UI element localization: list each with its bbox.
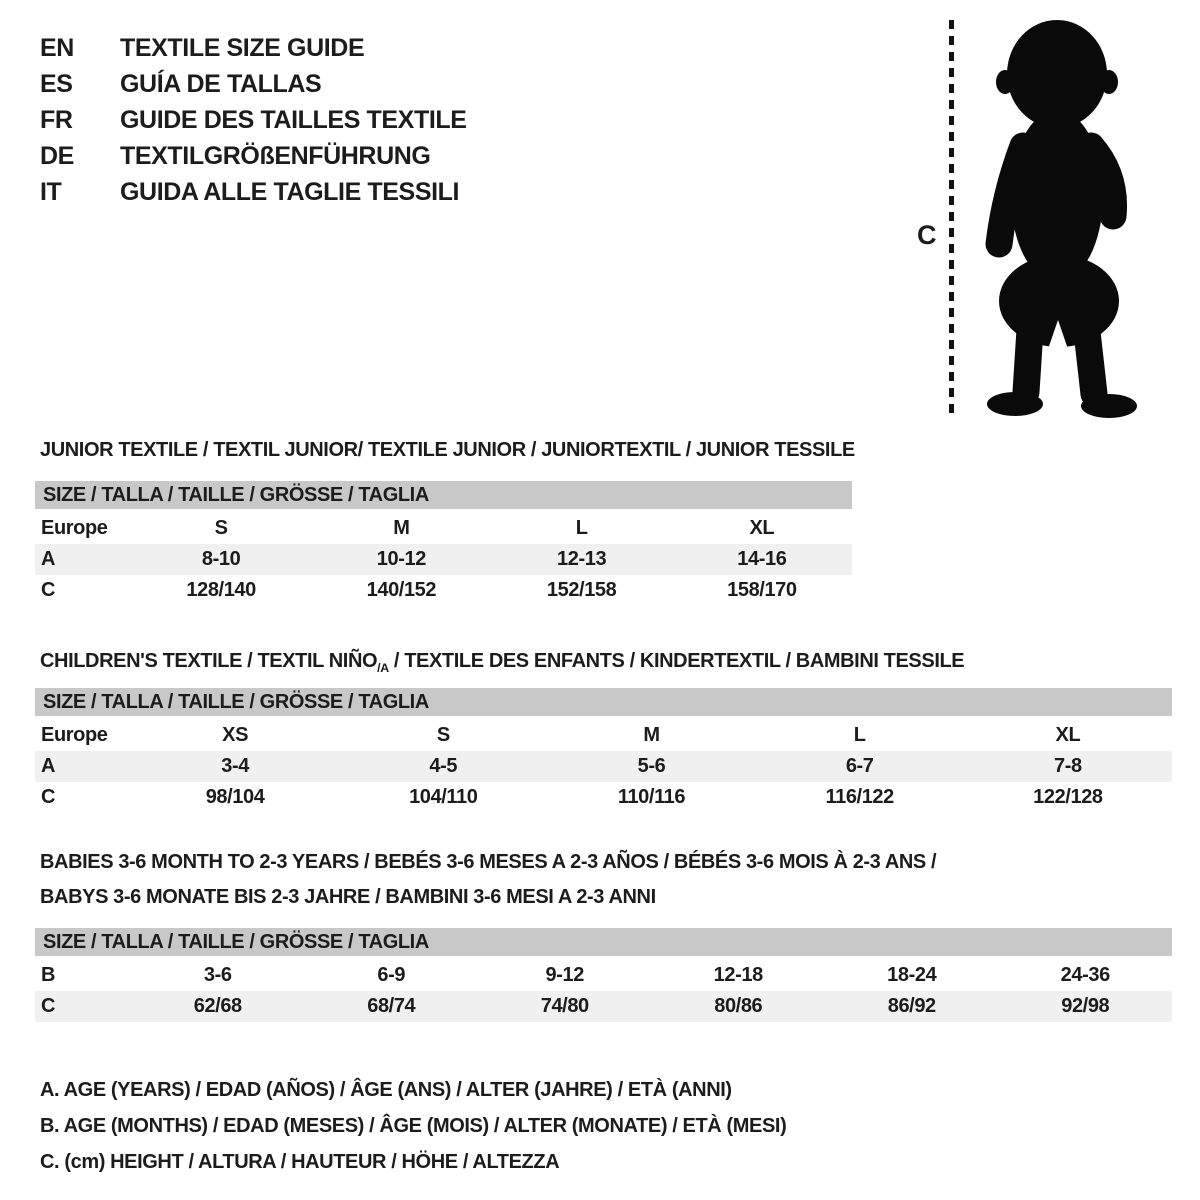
table-cell: 122/128 <box>1033 786 1103 808</box>
babies-size-table <box>35 928 1172 1022</box>
table-cell: 98/104 <box>205 786 265 808</box>
table-cell: 8-10 <box>201 548 241 570</box>
footnote-a: A. AGE (YEARS) / EDAD (AÑOS) / ÂGE (ANS) / ALTER (JAHRE) / ETÀ (ANNI) <box>40 1079 732 1101</box>
row-label: Europe <box>41 724 108 746</box>
height-measurement-figure <box>905 12 1165 424</box>
table-row <box>35 991 1172 1022</box>
table-cell: 152/158 <box>546 579 617 601</box>
language-code: EN <box>40 33 74 62</box>
language-row-it <box>40 174 467 210</box>
table-cell: 128/140 <box>186 579 256 601</box>
footnotes <box>40 1072 786 1180</box>
guide-title-de: TEXTILGRÖßENFÜHRUNG <box>120 141 431 170</box>
children-title-sub: /A <box>377 661 389 675</box>
table-row <box>35 960 1172 991</box>
row-label: Europe <box>41 517 108 539</box>
table-cell: 24-36 <box>1060 964 1110 986</box>
table-row <box>35 782 1172 813</box>
row-label: C <box>41 786 56 808</box>
table-cell: 7-8 <box>1054 755 1082 777</box>
babies-section-title <box>40 845 936 915</box>
table-row <box>35 544 852 575</box>
table-cell: 9-12 <box>545 964 584 986</box>
children-title-main: CHILDREN'S TEXTILE / TEXTIL NIÑO <box>40 650 378 672</box>
table-row <box>35 751 1172 782</box>
table-cell: 3-6 <box>203 964 232 986</box>
table-cell: M <box>643 724 660 746</box>
guide-title-it: GUIDA ALLE TAGLIE TESSILI <box>120 177 460 206</box>
language-code: ES <box>40 69 73 98</box>
language-code: IT <box>40 177 62 206</box>
junior-size-table <box>35 481 852 606</box>
children-size-table <box>35 688 1172 813</box>
table-row <box>35 513 852 544</box>
children-title-rest: / TEXTILE DES ENFANTS / KINDERTEXTIL / BAMBINI TESSILE <box>388 650 965 672</box>
table-row <box>35 575 852 606</box>
table-cell: 5-6 <box>637 755 666 777</box>
table-cell: 6-7 <box>845 755 874 777</box>
table-cell: 80/86 <box>714 995 763 1017</box>
footnote-c: C. (cm) HEIGHT / ALTURA / HAUTEUR / HÖHE / ALTEZZA <box>40 1151 560 1173</box>
language-row-es <box>40 66 467 102</box>
table-cell: 4-5 <box>429 755 458 777</box>
table-cell: XL <box>749 517 775 539</box>
language-row-de <box>40 138 467 174</box>
babies-title-line1: BABIES 3-6 MONTH TO 2-3 YEARS / BEBÉS 3-6 MESES A 2-3 AÑOS / BÉBÉS 3-6 MOIS À 2-3 ANS / <box>40 851 937 873</box>
table-cell: XL <box>1055 724 1081 746</box>
table-cell: 158/170 <box>727 579 797 601</box>
guide-title-fr: GUIDE DES TAILLES TEXTILE <box>120 105 467 134</box>
table-cell: XS <box>222 724 249 746</box>
language-row-fr <box>40 102 467 138</box>
table-cell: 14-16 <box>737 548 787 570</box>
table-header: SIZE / TALLA / TAILLE / GRÖSSE / TAGLIA <box>35 481 852 509</box>
row-label: A <box>41 548 56 570</box>
table-cell: 74/80 <box>540 995 589 1017</box>
language-code: DE <box>40 141 74 170</box>
table-header: SIZE / TALLA / TAILLE / GRÖSSE / TAGLIA <box>35 928 1172 956</box>
language-code: FR <box>40 105 73 134</box>
table-cell: L <box>575 517 588 539</box>
table-cell: 3-4 <box>221 755 249 777</box>
table-cell: M <box>393 517 410 539</box>
table-cell: S <box>214 517 228 539</box>
children-section-title <box>40 644 964 686</box>
language-title-list <box>40 30 467 210</box>
guide-title-en: TEXTILE SIZE GUIDE <box>120 33 365 62</box>
table-row <box>35 720 1172 751</box>
table-cell: 62/68 <box>193 995 242 1017</box>
guide-title-es: GUÍA DE TALLAS <box>120 69 322 98</box>
table-cell: S <box>436 724 450 746</box>
junior-section-title: JUNIOR TEXTILE / TEXTIL JUNIOR/ TEXTILE JUNIOR / JUNIORTEXTIL / JUNIOR TESSILE <box>40 439 855 461</box>
table-cell: 140/152 <box>366 579 437 601</box>
table-cell: 68/74 <box>367 995 416 1017</box>
table-header: SIZE / TALLA / TAILLE / GRÖSSE / TAGLIA <box>35 688 1172 716</box>
babies-title-line2: BABYS 3-6 MONATE BIS 2-3 JAHRE / BAMBINI 3-6 MESI A 2-3 ANNI <box>40 886 656 908</box>
height-dashed-line <box>949 20 954 416</box>
row-label: C <box>41 995 56 1017</box>
table-cell: L <box>853 724 866 746</box>
table-cell: 10-12 <box>376 548 426 570</box>
toddler-silhouette-icon <box>967 14 1149 422</box>
table-cell: 12-13 <box>557 548 607 570</box>
row-label: C <box>41 579 56 601</box>
table-cell: 86/92 <box>887 995 936 1017</box>
table-cell: 110/116 <box>617 786 686 808</box>
table-cell: 116/122 <box>825 786 894 808</box>
row-label: B <box>41 964 56 986</box>
table-cell: 92/98 <box>1061 995 1110 1017</box>
table-cell: 6-9 <box>377 964 406 986</box>
table-cell: 18-24 <box>887 964 937 986</box>
height-measure-label: C <box>917 220 937 250</box>
table-cell: 12-18 <box>713 964 763 986</box>
table-cell: 104/110 <box>409 786 478 808</box>
footnote-b: B. AGE (MONTHS) / EDAD (MESES) / ÂGE (MOIS) / ALTER (MONATE) / ETÀ (MESI) <box>40 1115 787 1137</box>
language-row-en <box>40 30 467 66</box>
row-label: A <box>41 755 56 777</box>
